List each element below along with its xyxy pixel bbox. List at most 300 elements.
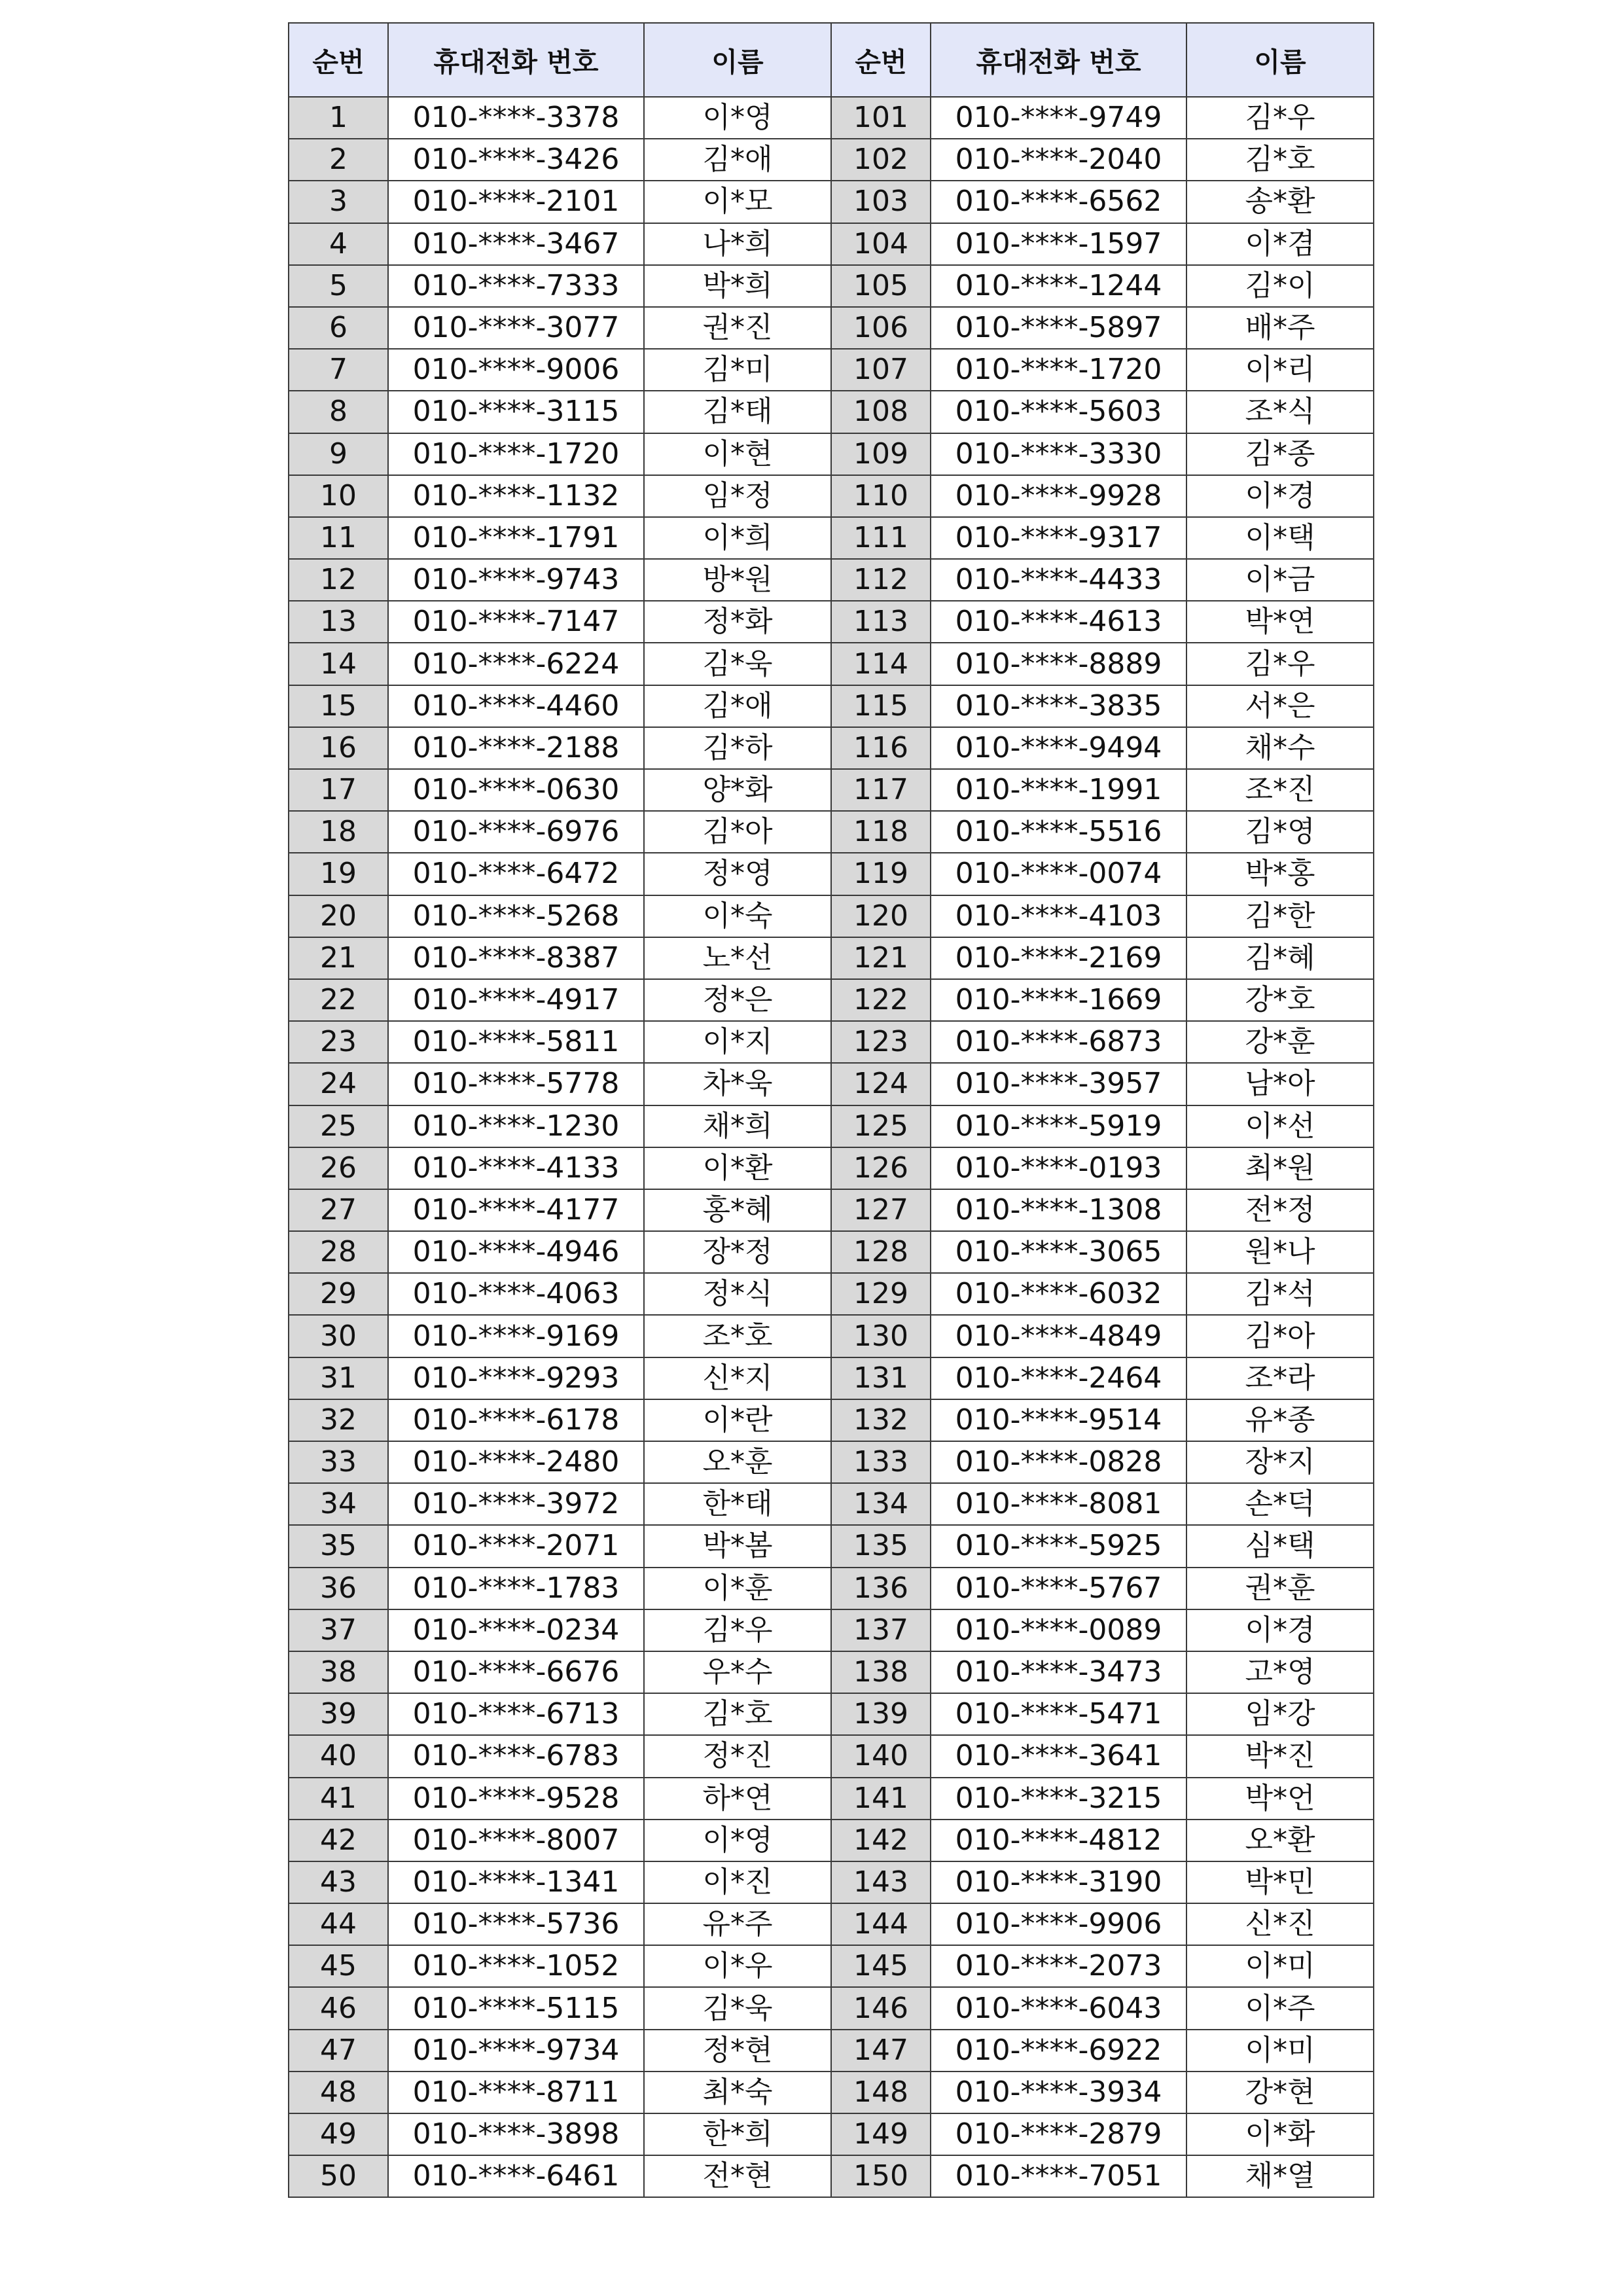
seq-cell-left: 21	[289, 937, 388, 979]
table-row	[289, 1735, 1374, 1777]
seq-cell-right: 111	[831, 517, 931, 559]
seq-cell-right: 130	[831, 1315, 931, 1357]
seq-cell-left: 49	[289, 2113, 388, 2155]
name-cell-right: 유*종	[1186, 1399, 1374, 1441]
name-cell-right: 전*정	[1186, 1189, 1374, 1231]
seq-cell-right: 122	[831, 979, 931, 1021]
phone-cell-right: 010-****-5603	[931, 391, 1186, 433]
phone-cell-left: 010-****-1230	[388, 1105, 644, 1147]
phone-cell-right: 010-****-3934	[931, 2072, 1186, 2113]
name-cell-right: 송*환	[1186, 181, 1374, 223]
phone-cell-left: 010-****-4063	[388, 1273, 644, 1315]
phone-cell-left: 010-****-3426	[388, 139, 644, 181]
phone-cell-right: 010-****-0193	[931, 1147, 1186, 1189]
seq-cell-left: 48	[289, 2072, 388, 2113]
table-row	[289, 853, 1374, 895]
table-row	[289, 1820, 1374, 1861]
table-row	[289, 895, 1374, 937]
phone-cell-left: 010-****-4177	[388, 1189, 644, 1231]
phone-cell-left: 010-****-8387	[388, 937, 644, 979]
seq-cell-right: 149	[831, 2113, 931, 2155]
name-cell-right: 심*택	[1186, 1525, 1374, 1567]
name-cell-left: 이*현	[644, 433, 831, 475]
name-cell-left: 권*진	[644, 307, 831, 349]
table-row	[289, 1525, 1374, 1567]
name-cell-right: 손*덕	[1186, 1483, 1374, 1525]
phone-cell-right: 010-****-3473	[931, 1651, 1186, 1693]
name-cell-right: 권*훈	[1186, 1568, 1374, 1609]
seq-cell-right: 102	[831, 139, 931, 181]
phone-cell-right: 010-****-3065	[931, 1231, 1186, 1273]
phone-cell-left: 010-****-2480	[388, 1441, 644, 1483]
header-phone-right: 휴대전화 번호	[931, 23, 1186, 97]
name-cell-left: 조*호	[644, 1315, 831, 1357]
seq-cell-right: 145	[831, 1945, 931, 1987]
header-name-right: 이름	[1186, 23, 1374, 97]
table-row	[289, 1693, 1374, 1735]
seq-cell-left: 5	[289, 265, 388, 307]
name-cell-right: 김*혜	[1186, 937, 1374, 979]
seq-cell-left: 29	[289, 1273, 388, 1315]
seq-cell-right: 141	[831, 1778, 931, 1820]
phone-cell-right: 010-****-5767	[931, 1568, 1186, 1609]
phone-cell-left: 010-****-6676	[388, 1651, 644, 1693]
phone-cell-right: 010-****-8889	[931, 643, 1186, 685]
phone-cell-left: 010-****-6976	[388, 811, 644, 853]
phone-cell-right: 010-****-9317	[931, 517, 1186, 559]
phone-cell-right: 010-****-9928	[931, 475, 1186, 517]
seq-cell-left: 28	[289, 1231, 388, 1273]
seq-cell-right: 109	[831, 433, 931, 475]
phone-cell-right: 010-****-3957	[931, 1063, 1186, 1105]
seq-cell-right: 112	[831, 559, 931, 601]
name-cell-right: 이*경	[1186, 1609, 1374, 1651]
seq-cell-left: 27	[289, 1189, 388, 1231]
phone-cell-right: 010-****-3215	[931, 1778, 1186, 1820]
seq-cell-left: 44	[289, 1903, 388, 1945]
phone-cell-left: 010-****-7147	[388, 601, 644, 643]
phone-cell-right: 010-****-6043	[931, 1987, 1186, 2029]
name-cell-right: 박*민	[1186, 1861, 1374, 1903]
table-row	[289, 643, 1374, 685]
seq-cell-left: 20	[289, 895, 388, 937]
seq-cell-right: 101	[831, 97, 931, 139]
phone-cell-right: 010-****-7051	[931, 2155, 1186, 2197]
seq-cell-right: 133	[831, 1441, 931, 1483]
name-cell-left: 이*훈	[644, 1568, 831, 1609]
seq-cell-left: 8	[289, 391, 388, 433]
name-cell-right: 박*연	[1186, 601, 1374, 643]
phone-cell-left: 010-****-9293	[388, 1357, 644, 1399]
seq-cell-right: 118	[831, 811, 931, 853]
seq-cell-right: 132	[831, 1399, 931, 1441]
phone-cell-left: 010-****-3077	[388, 307, 644, 349]
seq-cell-right: 146	[831, 1987, 931, 2029]
name-cell-right: 배*주	[1186, 307, 1374, 349]
phone-cell-left: 010-****-6224	[388, 643, 644, 685]
phone-cell-right: 010-****-1244	[931, 265, 1186, 307]
name-cell-left: 장*정	[644, 1231, 831, 1273]
phone-cell-left: 010-****-5736	[388, 1903, 644, 1945]
name-cell-right: 김*석	[1186, 1273, 1374, 1315]
seq-cell-right: 135	[831, 1525, 931, 1567]
seq-cell-right: 110	[831, 475, 931, 517]
table-row	[289, 517, 1374, 559]
name-cell-left: 이*란	[644, 1399, 831, 1441]
table-row	[289, 1147, 1374, 1189]
table-row	[289, 265, 1374, 307]
name-cell-right: 강*현	[1186, 2072, 1374, 2113]
name-cell-right: 임*강	[1186, 1693, 1374, 1735]
name-cell-left: 방*원	[644, 559, 831, 601]
seq-cell-right: 131	[831, 1357, 931, 1399]
phone-cell-left: 010-****-5778	[388, 1063, 644, 1105]
table-row	[289, 979, 1374, 1021]
name-cell-left: 김*하	[644, 727, 831, 769]
seq-cell-right: 114	[831, 643, 931, 685]
seq-cell-left: 47	[289, 2030, 388, 2072]
seq-cell-left: 16	[289, 727, 388, 769]
phone-cell-right: 010-****-3190	[931, 1861, 1186, 1903]
table-row	[289, 1441, 1374, 1483]
name-cell-left: 신*지	[644, 1357, 831, 1399]
seq-cell-right: 136	[831, 1568, 931, 1609]
table-row	[289, 2155, 1374, 2197]
name-cell-left: 이*환	[644, 1147, 831, 1189]
name-cell-right: 채*열	[1186, 2155, 1374, 2197]
name-cell-right: 조*식	[1186, 391, 1374, 433]
name-cell-left: 이*영	[644, 1820, 831, 1861]
phone-cell-right: 010-****-6562	[931, 181, 1186, 223]
seq-cell-right: 119	[831, 853, 931, 895]
name-cell-right: 김*우	[1186, 97, 1374, 139]
name-cell-left: 노*선	[644, 937, 831, 979]
seq-cell-right: 134	[831, 1483, 931, 1525]
phone-cell-right: 010-****-4103	[931, 895, 1186, 937]
phone-cell-right: 010-****-1991	[931, 769, 1186, 811]
name-cell-right: 김*호	[1186, 139, 1374, 181]
seq-cell-right: 128	[831, 1231, 931, 1273]
phone-cell-left: 010-****-4460	[388, 685, 644, 727]
phone-cell-left: 010-****-3898	[388, 2113, 644, 2155]
name-cell-left: 오*훈	[644, 1441, 831, 1483]
seq-cell-right: 107	[831, 349, 931, 391]
seq-cell-left: 50	[289, 2155, 388, 2197]
name-cell-right: 이*미	[1186, 2030, 1374, 2072]
table-row	[289, 139, 1374, 181]
seq-cell-left: 24	[289, 1063, 388, 1105]
table-row	[289, 1063, 1374, 1105]
table-row	[289, 1861, 1374, 1903]
name-cell-left: 전*현	[644, 2155, 831, 2197]
name-cell-right: 이*금	[1186, 559, 1374, 601]
seq-cell-left: 2	[289, 139, 388, 181]
phone-cell-left: 010-****-6783	[388, 1735, 644, 1777]
name-cell-right: 이*선	[1186, 1105, 1374, 1147]
name-cell-right: 박*진	[1186, 1735, 1374, 1777]
seq-cell-left: 25	[289, 1105, 388, 1147]
name-cell-right: 강*훈	[1186, 1021, 1374, 1063]
phone-cell-right: 010-****-9494	[931, 727, 1186, 769]
phone-cell-left: 010-****-9006	[388, 349, 644, 391]
phone-cell-left: 010-****-2071	[388, 1525, 644, 1567]
table-row	[289, 727, 1374, 769]
seq-cell-left: 23	[289, 1021, 388, 1063]
seq-cell-left: 38	[289, 1651, 388, 1693]
seq-cell-left: 15	[289, 685, 388, 727]
phone-cell-left: 010-****-1720	[388, 433, 644, 475]
seq-cell-left: 33	[289, 1441, 388, 1483]
name-cell-right: 채*수	[1186, 727, 1374, 769]
seq-cell-right: 150	[831, 2155, 931, 2197]
table-row	[289, 1651, 1374, 1693]
phone-cell-left: 010-****-3115	[388, 391, 644, 433]
seq-cell-right: 103	[831, 181, 931, 223]
table-row	[289, 1315, 1374, 1357]
name-cell-left: 이*영	[644, 97, 831, 139]
header-seq-left: 순번	[289, 23, 388, 97]
table-row	[289, 181, 1374, 223]
phone-cell-left: 010-****-6713	[388, 1693, 644, 1735]
name-cell-left: 김*아	[644, 811, 831, 853]
name-cell-right: 신*진	[1186, 1903, 1374, 1945]
name-cell-left: 정*화	[644, 601, 831, 643]
phone-cell-left: 010-****-8711	[388, 2072, 644, 2113]
name-cell-right: 최*원	[1186, 1147, 1374, 1189]
table-row	[289, 2030, 1374, 2072]
phone-cell-left: 010-****-0234	[388, 1609, 644, 1651]
phone-cell-left: 010-****-5268	[388, 895, 644, 937]
name-cell-right: 이*미	[1186, 1945, 1374, 1987]
table-body	[289, 97, 1374, 2197]
name-cell-left: 정*은	[644, 979, 831, 1021]
name-cell-left: 박*희	[644, 265, 831, 307]
phone-cell-right: 010-****-8081	[931, 1483, 1186, 1525]
header-name-left: 이름	[644, 23, 831, 97]
name-cell-left: 양*화	[644, 769, 831, 811]
name-cell-left: 나*희	[644, 223, 831, 265]
phone-cell-left: 010-****-9743	[388, 559, 644, 601]
table-row	[289, 1987, 1374, 2029]
phone-cell-left: 010-****-2188	[388, 727, 644, 769]
name-cell-left: 최*숙	[644, 2072, 831, 2113]
seq-cell-left: 14	[289, 643, 388, 685]
seq-cell-left: 10	[289, 475, 388, 517]
seq-cell-right: 148	[831, 2072, 931, 2113]
name-cell-left: 홍*혜	[644, 1189, 831, 1231]
name-cell-right: 조*진	[1186, 769, 1374, 811]
phone-cell-right: 010-****-2879	[931, 2113, 1186, 2155]
name-cell-right: 박*홍	[1186, 853, 1374, 895]
phone-cell-left: 010-****-5811	[388, 1021, 644, 1063]
phone-cell-right: 010-****-4433	[931, 559, 1186, 601]
seq-cell-left: 12	[289, 559, 388, 601]
table-row	[289, 769, 1374, 811]
table-row	[289, 2113, 1374, 2155]
name-cell-left: 이*진	[644, 1861, 831, 1903]
phone-cell-left: 010-****-3378	[388, 97, 644, 139]
seq-cell-left: 22	[289, 979, 388, 1021]
name-cell-right: 김*종	[1186, 433, 1374, 475]
phone-cell-right: 010-****-0074	[931, 853, 1186, 895]
table-row	[289, 1903, 1374, 1945]
phone-cell-right: 010-****-2169	[931, 937, 1186, 979]
seq-cell-right: 106	[831, 307, 931, 349]
seq-cell-left: 42	[289, 1820, 388, 1861]
name-cell-left: 김*우	[644, 1609, 831, 1651]
table-row	[289, 1778, 1374, 1820]
phone-cell-left: 010-****-1783	[388, 1568, 644, 1609]
table-row	[289, 1945, 1374, 1987]
seq-cell-right: 127	[831, 1189, 931, 1231]
name-cell-left: 이*지	[644, 1021, 831, 1063]
phone-cell-left: 010-****-3467	[388, 223, 644, 265]
phone-cell-right: 010-****-5471	[931, 1693, 1186, 1735]
name-cell-right: 김*영	[1186, 811, 1374, 853]
phone-cell-right: 010-****-3330	[931, 433, 1186, 475]
seq-cell-left: 17	[289, 769, 388, 811]
seq-cell-left: 34	[289, 1483, 388, 1525]
seq-cell-left: 37	[289, 1609, 388, 1651]
seq-cell-left: 6	[289, 307, 388, 349]
name-cell-right: 오*환	[1186, 1820, 1374, 1861]
seq-cell-right: 117	[831, 769, 931, 811]
phone-cell-right: 010-****-5516	[931, 811, 1186, 853]
name-cell-left: 김*애	[644, 685, 831, 727]
seq-cell-left: 13	[289, 601, 388, 643]
phone-cell-right: 010-****-5919	[931, 1105, 1186, 1147]
table-row	[289, 937, 1374, 979]
table-row	[289, 97, 1374, 139]
phone-cell-right: 010-****-3835	[931, 685, 1186, 727]
name-cell-right: 김*우	[1186, 643, 1374, 685]
name-cell-left: 정*영	[644, 853, 831, 895]
phone-cell-right: 010-****-0089	[931, 1609, 1186, 1651]
phone-cell-right: 010-****-2073	[931, 1945, 1186, 1987]
name-cell-right: 조*라	[1186, 1357, 1374, 1399]
name-cell-right: 장*지	[1186, 1441, 1374, 1483]
seq-cell-left: 26	[289, 1147, 388, 1189]
phone-cell-left: 010-****-1791	[388, 517, 644, 559]
phone-cell-left: 010-****-9169	[388, 1315, 644, 1357]
seq-cell-right: 144	[831, 1903, 931, 1945]
name-cell-left: 임*정	[644, 475, 831, 517]
table-row	[289, 559, 1374, 601]
seq-cell-left: 3	[289, 181, 388, 223]
table-row	[289, 1231, 1374, 1273]
table-row	[289, 307, 1374, 349]
phone-cell-right: 010-****-1308	[931, 1189, 1186, 1231]
seq-cell-right: 124	[831, 1063, 931, 1105]
phone-cell-right: 010-****-2464	[931, 1357, 1186, 1399]
name-cell-right: 김*한	[1186, 895, 1374, 937]
table-row	[289, 1105, 1374, 1147]
name-cell-right: 이*리	[1186, 349, 1374, 391]
phone-cell-left: 010-****-0630	[388, 769, 644, 811]
phone-cell-left: 010-****-9734	[388, 2030, 644, 2072]
seq-cell-right: 139	[831, 1693, 931, 1735]
table-row	[289, 1273, 1374, 1315]
phone-cell-left: 010-****-6472	[388, 853, 644, 895]
name-cell-left: 김*호	[644, 1693, 831, 1735]
table-row	[289, 1609, 1374, 1651]
phone-cell-right: 010-****-9514	[931, 1399, 1186, 1441]
name-cell-right: 박*언	[1186, 1778, 1374, 1820]
seq-cell-right: 120	[831, 895, 931, 937]
name-cell-left: 유*주	[644, 1903, 831, 1945]
name-cell-left: 채*희	[644, 1105, 831, 1147]
phone-cell-left: 010-****-3972	[388, 1483, 644, 1525]
table-row	[289, 349, 1374, 391]
header-seq-right: 순번	[831, 23, 931, 97]
phone-cell-right: 010-****-2040	[931, 139, 1186, 181]
seq-cell-left: 9	[289, 433, 388, 475]
winner-list-table	[288, 22, 1374, 2198]
seq-cell-left: 40	[289, 1735, 388, 1777]
phone-cell-right: 010-****-4613	[931, 601, 1186, 643]
seq-cell-left: 41	[289, 1778, 388, 1820]
seq-cell-left: 36	[289, 1568, 388, 1609]
phone-cell-right: 010-****-1669	[931, 979, 1186, 1021]
phone-cell-right: 010-****-5925	[931, 1525, 1186, 1567]
seq-cell-right: 113	[831, 601, 931, 643]
table-row	[289, 685, 1374, 727]
phone-cell-right: 010-****-5897	[931, 307, 1186, 349]
name-cell-left: 하*연	[644, 1778, 831, 1820]
phone-cell-left: 010-****-5115	[388, 1987, 644, 2029]
table-row	[289, 1357, 1374, 1399]
phone-cell-left: 010-****-6461	[388, 2155, 644, 2197]
seq-cell-right: 143	[831, 1861, 931, 1903]
seq-cell-right: 104	[831, 223, 931, 265]
seq-cell-right: 129	[831, 1273, 931, 1315]
seq-cell-left: 31	[289, 1357, 388, 1399]
seq-cell-left: 32	[289, 1399, 388, 1441]
phone-cell-right: 010-****-4812	[931, 1820, 1186, 1861]
name-cell-right: 남*아	[1186, 1063, 1374, 1105]
name-cell-right: 이*화	[1186, 2113, 1374, 2155]
seq-cell-right: 125	[831, 1105, 931, 1147]
name-cell-left: 김*욱	[644, 643, 831, 685]
seq-cell-right: 137	[831, 1609, 931, 1651]
phone-cell-left: 010-****-2101	[388, 181, 644, 223]
seq-cell-right: 147	[831, 2030, 931, 2072]
table-header	[289, 23, 1374, 97]
name-cell-left: 이*모	[644, 181, 831, 223]
table-row	[289, 601, 1374, 643]
phone-cell-left: 010-****-4917	[388, 979, 644, 1021]
name-cell-right: 이*주	[1186, 1987, 1374, 2029]
name-cell-left: 이*우	[644, 1945, 831, 1987]
seq-cell-left: 4	[289, 223, 388, 265]
seq-cell-right: 142	[831, 1820, 931, 1861]
table-row	[289, 391, 1374, 433]
phone-cell-right: 010-****-3641	[931, 1735, 1186, 1777]
name-cell-left: 차*욱	[644, 1063, 831, 1105]
table-row	[289, 811, 1374, 853]
name-cell-right: 김*이	[1186, 265, 1374, 307]
table-row	[289, 475, 1374, 517]
phone-cell-left: 010-****-4133	[388, 1147, 644, 1189]
name-cell-right: 고*영	[1186, 1651, 1374, 1693]
table-row	[289, 1483, 1374, 1525]
seq-cell-left: 39	[289, 1693, 388, 1735]
phone-cell-right: 010-****-1720	[931, 349, 1186, 391]
name-cell-left: 정*식	[644, 1273, 831, 1315]
phone-cell-left: 010-****-9528	[388, 1778, 644, 1820]
phone-cell-left: 010-****-6178	[388, 1399, 644, 1441]
name-cell-right: 이*경	[1186, 475, 1374, 517]
